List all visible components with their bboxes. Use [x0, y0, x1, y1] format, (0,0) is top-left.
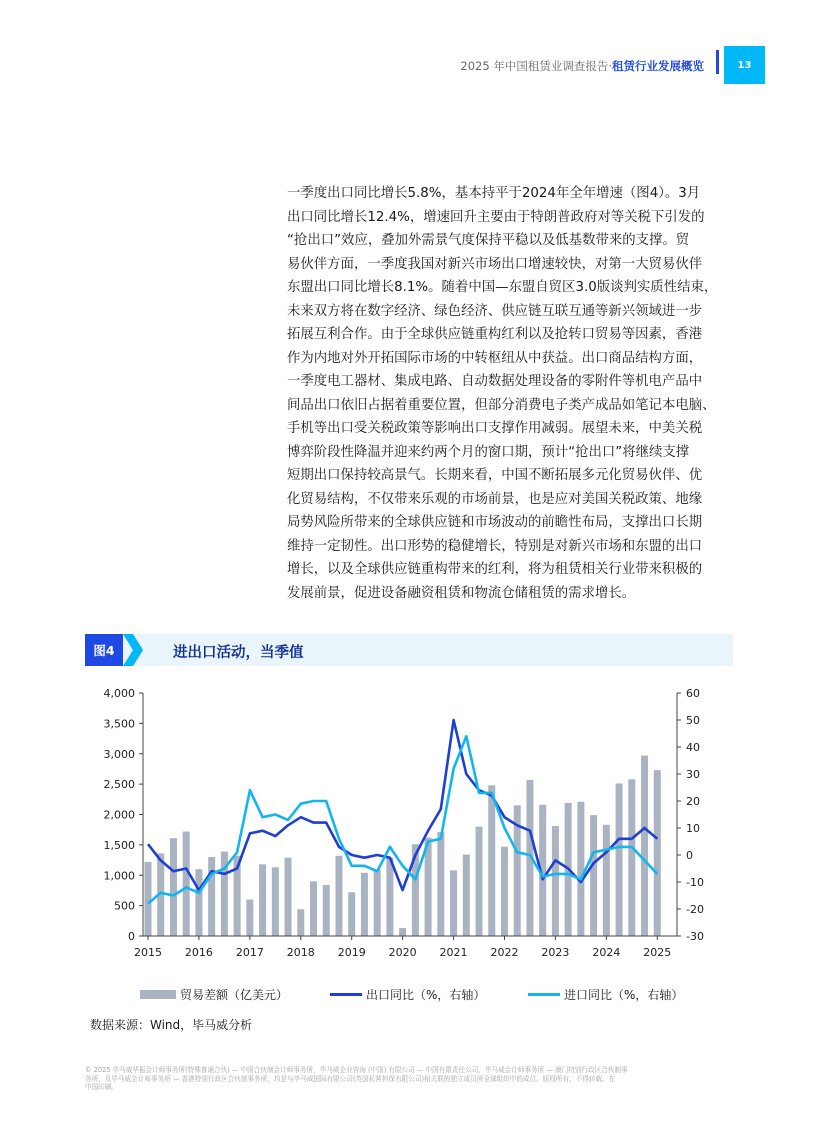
chevron-right-icon: [123, 634, 149, 666]
bar: [590, 815, 597, 936]
x-tick-label: 2017: [235, 946, 264, 959]
y-left-tick-label: 1,000: [103, 869, 135, 883]
bar: [259, 864, 266, 936]
y-left-tick-label: 2,000: [103, 808, 135, 822]
body-line: “抢出口”效应，叠加外需景气度保持平稳以及低基数带来的支撑。贸: [287, 233, 690, 248]
y-left-tick-label: 3,500: [103, 717, 135, 731]
legend-swatch-bar: [140, 990, 176, 999]
footer-copyright: [85, 1066, 735, 1092]
legend-label: 贸易差额（亿美元）: [180, 988, 289, 1002]
body-line: 未来双方将在数字经济、绿色经济、供应链互联互通等新兴领域进一步: [287, 303, 703, 319]
figure-header: [85, 634, 733, 666]
legend-swatch-line: [330, 993, 362, 996]
body-line: 拓展互利合作。由于全球供应链重构红利以及抢转口贸易等因素，香港: [287, 327, 703, 342]
y-right-tick-label: -10: [686, 876, 704, 889]
bar: [450, 870, 457, 936]
y-right-tick-label: 40: [686, 741, 700, 754]
bar: [297, 909, 304, 936]
body-line: 一季度出口同比增长5.8%，基本持平于2024年全年增速（图4）。3月: [287, 186, 701, 201]
bar: [310, 881, 317, 936]
bar: [488, 785, 495, 936]
bar: [616, 784, 623, 936]
report-section-title: 租赁行业发展概览: [612, 59, 704, 73]
bar: [641, 756, 648, 936]
footer-line: 中国印刷。: [85, 1083, 118, 1091]
y-right-tick-label: -20: [686, 903, 704, 916]
bar: [183, 832, 190, 936]
y-left-tick-label: 3,000: [103, 747, 135, 761]
y-right-tick-label: 0: [686, 849, 693, 862]
bar: [374, 869, 381, 936]
bar: [195, 869, 202, 936]
bar: [272, 867, 279, 936]
x-tick-label: 2018: [286, 946, 315, 959]
x-tick-label: 2023: [541, 946, 570, 959]
body-paragraph: [287, 182, 735, 605]
footer-line: © 2025 毕马威华振会计师事务所(特殊普通合伙) — 中国合伙制会计师事务所，毕马威企业咨询 (中国) 有限公司 — 中国有限责任公司，毕马威会计师事务所 — 澳门特别行政区合伙制事: [85, 1066, 628, 1074]
legend-swatch-line: [528, 993, 560, 996]
page-number: 13: [724, 46, 765, 84]
chart-legend: [140, 986, 700, 1004]
x-tick-label: 2024: [592, 946, 621, 959]
y-right-tick-label: 20: [686, 795, 700, 808]
body-line: 博弈阶段性降温并迎来约两个月的窗口期，预计“抢出口”将继续支撑: [287, 444, 690, 460]
y-right-tick-label: 10: [686, 822, 700, 835]
data-source: 数据来源：Wind，毕马威分析: [90, 1018, 253, 1032]
report-title: [460, 58, 704, 74]
x-tick-label: 2025: [643, 946, 672, 959]
bar: [145, 862, 152, 936]
bar: [170, 838, 177, 936]
bar: [437, 832, 444, 936]
y-right-tick-label: 50: [686, 714, 700, 727]
body-line: 间品出口依旧占据着重要位置，但部分消费电子类产成品如笔记本电脑、: [287, 397, 716, 413]
legend-label: 进口同比（%，右轴）: [564, 988, 684, 1002]
body-line: 出口同比增长12.4%，增速回升主要由于特朗普政府对等关税下引发的: [287, 209, 705, 225]
y-right-tick-label: -30: [686, 930, 704, 943]
body-line: 发展前景，促进设备融资租赁和物流仓储租赁的需求增长。: [287, 585, 636, 601]
report-title-main: 2025 年中国租赁业调查报告·: [460, 59, 612, 73]
bar: [335, 856, 342, 936]
bar: [552, 826, 559, 936]
bar: [285, 858, 292, 936]
body-line: 维持一定韧性。出口形势的稳健增长，特别是对新兴市场和东盟的出口: [287, 538, 703, 554]
bar: [323, 885, 330, 936]
body-line: 局势风险所带来的全球供应链和市场波动的前瞻性布局，支撑出口长期: [287, 515, 703, 530]
x-tick-label: 2022: [490, 946, 519, 959]
legend-item-import-yoy: [528, 986, 683, 1003]
legend-label: 出口同比（%，右轴）: [366, 988, 486, 1002]
body-line: 东盟出口同比增长8.1%。随着中国—东盟自贸区3.0版谈判实质性结束，: [287, 280, 718, 295]
y-right-tick-label: 60: [686, 687, 700, 700]
bar: [476, 827, 483, 936]
y-left-tick-label: 1,500: [103, 838, 135, 852]
body-line: 短期出口保持较高景气。长期来看，中国不断拓展多元化贸易伙伴、优: [287, 468, 703, 483]
bar: [654, 770, 661, 936]
bar: [208, 857, 215, 936]
bar: [386, 858, 393, 936]
body-line: 手机等出口受关税政策等影响出口支撑作用减弱。展望未来，中美关税: [287, 421, 703, 436]
bar: [501, 847, 508, 936]
bar: [577, 802, 584, 936]
y-right-tick-label: 30: [686, 768, 700, 781]
figure-label: 图4: [85, 634, 123, 666]
bar: [348, 892, 355, 936]
y-left-tick-label: 500: [114, 899, 135, 913]
header-divider: [716, 50, 719, 74]
body-line: 化贸易结构，不仅带来乐观的市场前景，也是应对美国关税政策、地缘: [287, 491, 703, 507]
body-line: 增长，以及全球供应链重构带来的红利，将为租赁相关行业带来积极的: [287, 562, 703, 577]
x-tick-label: 2021: [439, 946, 468, 959]
bar: [463, 855, 470, 936]
x-tick-label: 2020: [388, 946, 417, 959]
bar: [246, 900, 253, 936]
x-tick-label: 2019: [337, 946, 366, 959]
y-left-tick-label: 4,000: [103, 687, 135, 700]
x-tick-label: 2015: [134, 946, 162, 959]
trade-chart: [85, 680, 733, 975]
legend-item-export-yoy: [330, 986, 485, 1003]
body-line: 易伙伴方面，一季度我国对新兴市场出口增速较快，对第一大贸易伙伴: [287, 256, 703, 272]
body-line: 一季度电工器材、集成电路、自动数据处理设备的零附件等机电产品中: [287, 374, 703, 389]
figure-title: 进出口活动，当季值: [173, 645, 304, 661]
x-tick-label: 2016: [184, 946, 213, 959]
bar: [603, 825, 610, 936]
y-left-tick-label: 0: [128, 930, 135, 943]
footer-line: 务所，及毕马威会计师事务所 — 香港特别行政区合伙制事务所，均是与毕马威国际有限公司(英国私营担保有限公司)相关联的独立成员所全球组织中的成员。版权所有，不得转载。在: [85, 1074, 616, 1083]
bar: [399, 928, 406, 936]
y-left-tick-label: 2,500: [103, 778, 135, 792]
bar: [361, 873, 368, 936]
body-line: 作为内地对外开拓国际市场的中转枢纽从中获益。出口商品结构方面，: [287, 350, 703, 366]
bar: [628, 779, 635, 936]
legend-item-trade-balance: [140, 986, 288, 1003]
